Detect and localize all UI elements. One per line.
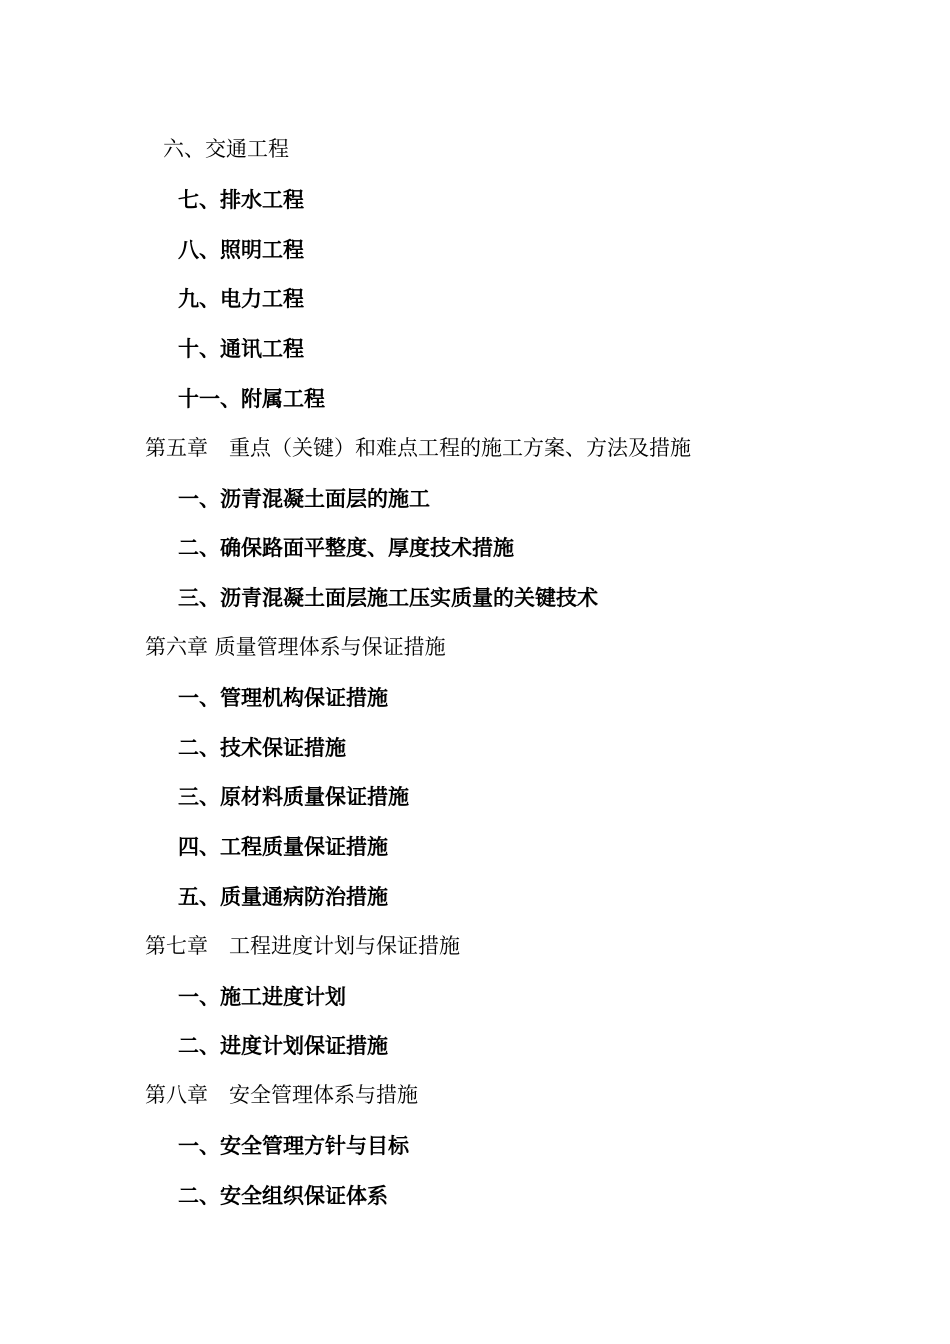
toc-chapter-8: 第八章 安全管理体系与措施 — [145, 1083, 418, 1108]
toc-section-11: 十一、附属工程 — [178, 385, 325, 411]
toc-section-10: 十、通讯工程 — [178, 336, 304, 362]
toc-ch6-section-4: 四、工程质量保证措施 — [178, 834, 388, 860]
table-of-contents — [0, 125, 950, 1221]
toc-section-8: 八、照明工程 — [178, 236, 304, 262]
toc-ch7-section-2: 二、进度计划保证措施 — [178, 1033, 388, 1059]
toc-ch6-section-5: 五、质量通病防治措施 — [178, 883, 388, 909]
toc-ch5-section-2: 二、确保路面平整度、厚度技术措施 — [178, 535, 514, 561]
toc-section-9: 九、电力工程 — [178, 286, 304, 312]
toc-ch7-section-1: 一、施工进度计划 — [178, 983, 346, 1009]
toc-ch5-section-1: 一、沥青混凝土面层的施工 — [178, 485, 430, 511]
toc-section-7: 七、排水工程 — [178, 186, 304, 212]
toc-ch6-section-3: 三、原材料质量保证措施 — [178, 784, 409, 810]
toc-chapter-7: 第七章 工程进度计划与保证措施 — [145, 933, 460, 958]
toc-chapter-6: 第六章 质量管理体系与保证措施 — [145, 634, 446, 659]
toc-section-6: 六、交通工程 — [163, 137, 289, 161]
toc-ch6-section-2: 二、技术保证措施 — [178, 734, 346, 760]
toc-ch8-section-1: 一、安全管理方针与目标 — [178, 1132, 409, 1158]
toc-ch8-section-2: 二、安全组织保证体系 — [178, 1182, 388, 1208]
toc-ch6-section-1: 一、管理机构保证措施 — [178, 684, 388, 710]
toc-ch5-section-3: 三、沥青混凝土面层施工压实质量的关键技术 — [178, 585, 598, 611]
toc-chapter-5: 第五章 重点（关键）和难点工程的施工方案、方法及措施 — [145, 435, 691, 460]
